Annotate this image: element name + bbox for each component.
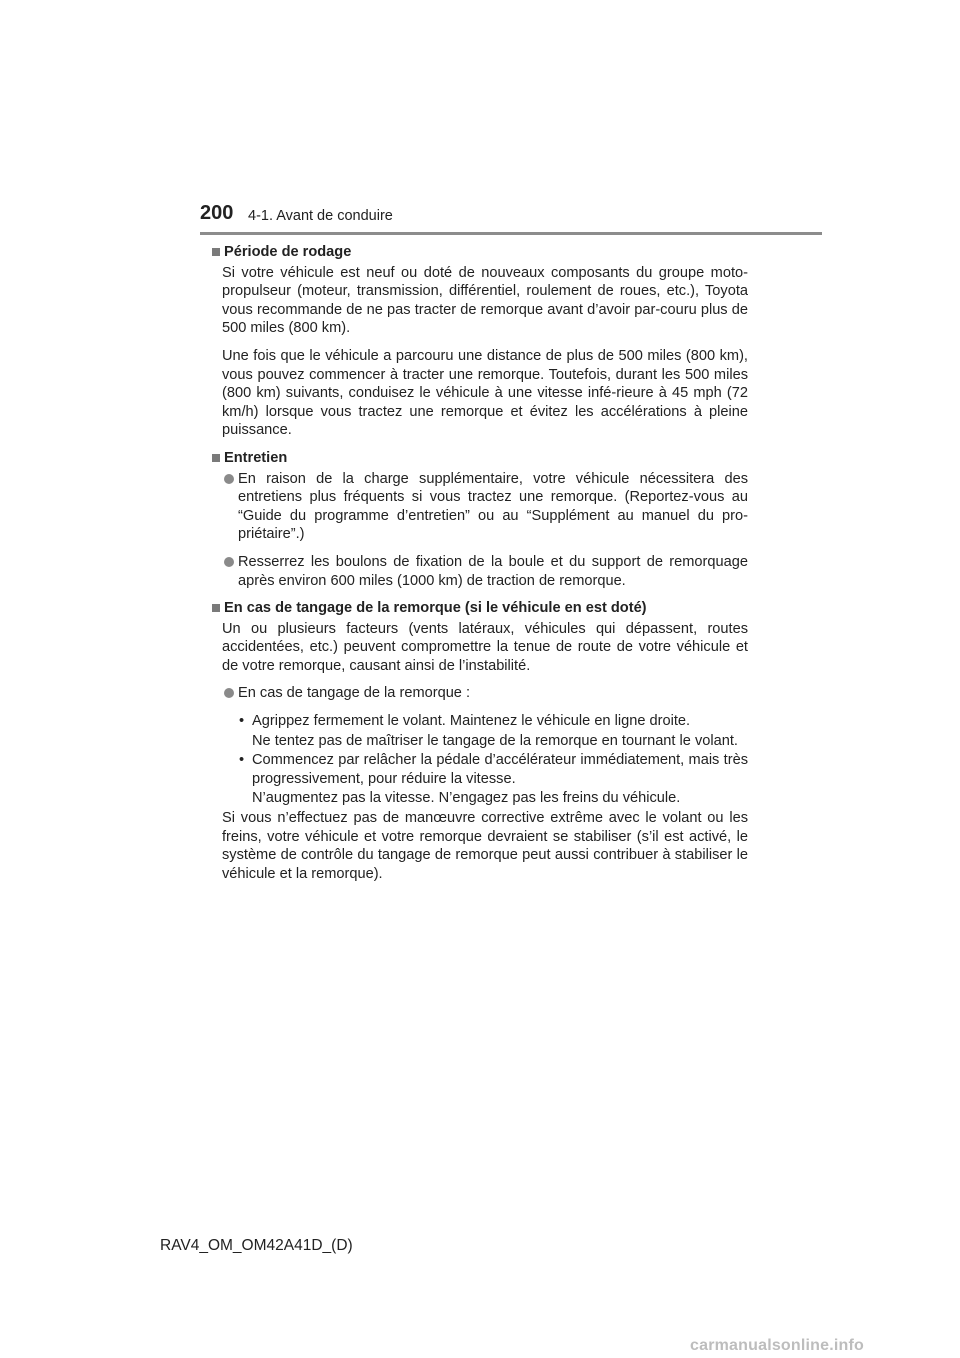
page-header <box>0 0 960 240</box>
heading-entretien <box>212 449 748 468</box>
header-divider <box>200 232 822 235</box>
page-number: 200 <box>200 202 234 224</box>
sub-list-note: N’augmentez pas la vitesse. N’engagez pas les freins du véhicule. <box>252 790 681 807</box>
heading-text: Période de rodage <box>224 244 352 260</box>
watermark: carmanualsonline.info <box>690 1337 865 1354</box>
sub-list-item-text: Commencez par relâcher la pédale d’accélérateur immédiatement, mais très progressivement, pour réduire la vitesse. <box>252 752 748 787</box>
list-item <box>212 553 748 590</box>
square-bullet-icon <box>212 454 220 462</box>
paragraph: Un ou plusieurs facteurs (vents latéraux, véhicules qui dépassent, routes accidentées, etc.) peuvent compromettre la tenue de route de votre véhicule et de votre remorque, causant ainsi de l’instabilité. <box>222 620 748 674</box>
paragraph: Une fois que le véhicule a parcouru une distance de plus de 500 miles (800 km), vous pouvez commencer à tracter une remorque. Toutefois, durant les 500 miles (800 km) suivants, conduisez le véhicule à une vitesse infé-rieure à 45 mph (72 km/h) lorsque vous tractez une remorque et évitez les accélérations à pleine puissance. <box>222 347 748 439</box>
square-bullet-icon <box>212 248 220 256</box>
list-item <box>212 470 748 544</box>
heading-tangage <box>212 599 748 618</box>
page-content <box>212 243 748 883</box>
sub-list-note: Ne tentez pas de maîtriser le tangage de la remorque en tournant le volant. <box>252 732 738 749</box>
heading-rodage <box>212 243 748 262</box>
circle-bullet-icon <box>224 474 234 484</box>
circle-bullet-icon <box>224 557 234 567</box>
list-item-text: En cas de tangage de la remorque : <box>238 685 471 702</box>
list-item <box>212 684 748 703</box>
heading-text: Entretien <box>224 449 288 466</box>
document-code: RAV4_OM_OM42A41D_(D) <box>160 1237 353 1254</box>
dot-bullet-icon: • <box>239 713 245 730</box>
paragraph: Si vous n’effectuez pas de manœuvre corrective extrême avec le volant ou les freins, votre véhicule et votre remorque devraient se stabiliser (s’il est activé, le système de contrôle du tangage de remorque peut aussi contribuer à stabiliser le véhicule et la remorque). <box>222 810 748 882</box>
dot-bullet-icon: • <box>239 752 245 769</box>
paragraph: Si votre véhicule est neuf ou doté de nouveaux composants du groupe moto-propulseur (moteur, transmission, différentiel, roulement de roues, etc.), Toyota vous recommande de ne pas tracter de remorque avant d’avoir par-couru plus de 500 miles (800 km). <box>222 264 748 337</box>
list-item-text: En raison de la charge supplémentaire, votre véhicule nécessitera des entretiens plus fréquents si vous tractez une remorque. (Reportez-vous au “Guide du programme d’entretien” ou au “Supplément au manuel du pro-priétaire”.) <box>238 470 748 543</box>
section-title: 4-1. Avant de conduire <box>248 208 393 224</box>
sub-list-item <box>212 751 748 788</box>
square-bullet-icon <box>212 604 220 612</box>
circle-bullet-icon <box>224 688 234 698</box>
sub-list-item <box>212 712 748 731</box>
list-item-text: Resserrez les boulons de fixation de la boule et du support de remorquage après environ 600 miles (1000 km) de traction de remorque. <box>238 553 748 589</box>
heading-text: En cas de tangage de la remorque (si le véhicule en est doté) <box>224 600 647 617</box>
sub-list-item-text: Agrippez fermement le volant. Maintenez le véhicule en ligne droite. <box>252 713 691 730</box>
